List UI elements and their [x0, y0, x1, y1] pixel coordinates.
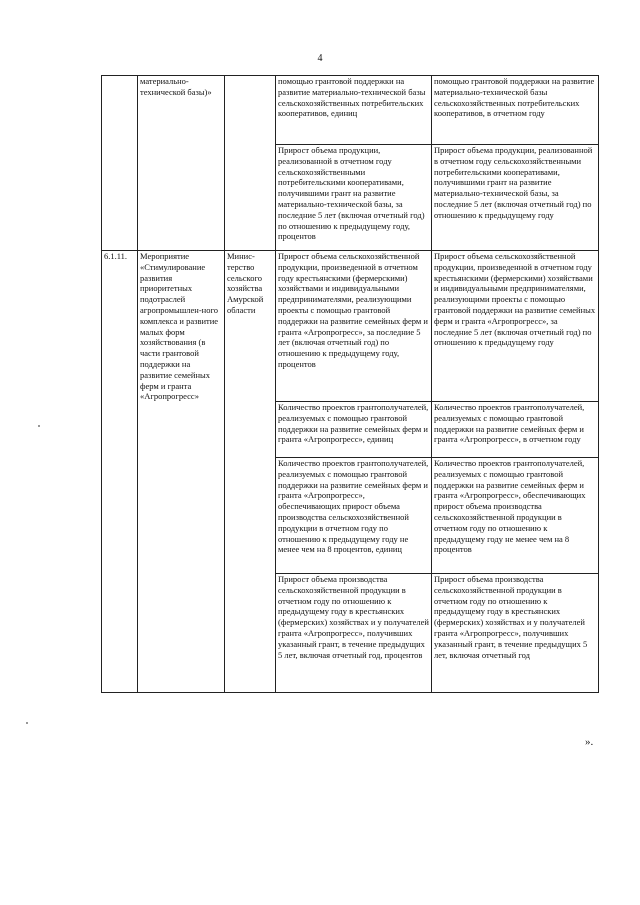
indicator-cell	[432, 251, 599, 402]
indicator-text: Количество проектов грантополучателей, реализуемых с помощью грантовой поддержки на развитие семейных ферм и гранта «Агропрогресс», в отчетном году	[434, 402, 585, 445]
indicator-text: Прирост объема сельскохозяйственной продукции, произведенной в отчетном году крестьянскими (фермерскими) хозяйствами и индивидуальными предпринимателями, реализующими проекты с помощью грантовой поддержки на развитие семейных ферм и гранта «Агропрогресс», за последние 5 лет (включая отчетный год) по отношению к предыдущему году	[434, 251, 596, 348]
indicator-cell	[432, 145, 599, 251]
indicator-text: Прирост объема продукции, реализованной в отчетном году сельскохозяйственными потребительскими кооперативами, получившими грант на развитие материально-технической базы, за последние 5 лет (включая отчетный год) по отношению к предыдущему году	[434, 145, 593, 220]
indicator-cell	[276, 574, 432, 693]
indicator-cell	[276, 458, 432, 574]
indicator-text: Количество проектов грантополучателей, реализуемых с помощью грантовой поддержки на развитие семейных ферм и гранта «Агропрогресс», единиц	[278, 402, 429, 445]
indicators-table	[101, 75, 599, 693]
measure-name: Мероприятие «Стимулирование развития приоритетных подотраслей агропромышлен-ного комплекса и развитие малых форм хозяйствования (в части грантовой поддержки на развитие семейных ферм и гранта «Агропрогресс»	[140, 251, 219, 402]
measure-name-cell	[138, 251, 225, 693]
executor-cell	[225, 76, 276, 251]
measure-name: материально-технической базы)»	[140, 76, 212, 97]
indicator-text: Прирост объема сельскохозяйственной продукции, произведенной в отчетном году крестьянскими (фермерскими) хозяйствами и индивидуальными предпринимателями, реализующими проекты с помощью грантовой поддержки на развитие семейных ферм и гранта «Агропрогресс», за последние 5 лет (включая отчетный год) по отношению к предыдущему году, процентов	[278, 251, 428, 369]
indicator-text: Прирост объема производства сельскохозяйственной продукции в отчетном году по отношению к предыдущему году в крестьянских (фермерских) хозяйствах и у получателей гранта «Агропрогресс», получивших указанный грант, в течение предыдущих 5 лет, включая отчетный год	[434, 574, 588, 660]
row-number-cell	[102, 76, 138, 251]
indicator-cell	[276, 251, 432, 402]
indicator-text: помощью грантовой поддержки на развитие материально-технической базы сельскохозяйственных потребительских кооперативов, единиц	[278, 76, 426, 119]
page-number: 4	[317, 53, 323, 64]
indicator-text: Прирост объема производства сельскохозяйственной продукции в отчетном году по отношению к предыдущему году в крестьянских (фермерских) хозяйствах и у получателей гранта «Агропрогресс», получивших указанный грант, в течение предыдущих 5 лет, включая отчетный год, процентов	[278, 574, 429, 660]
scan-speck	[38, 425, 40, 427]
row-number: 6.1.11.	[104, 251, 128, 261]
indicator-text: Количество проектов грантополучателей, реализуемых с помощью грантовой поддержки на развитие семейных ферм и гранта «Агропрогресс», обеспечивающих прирост объема производства сельскохозяйственной продукции в отчетном году по отношению к предыдущему году не менее чем на 8 процентов, единиц	[278, 458, 429, 555]
row-number-cell	[102, 251, 138, 693]
table-row	[102, 76, 599, 145]
scan-speck	[26, 722, 28, 724]
indicator-cell	[432, 402, 599, 458]
closing-quote: ».	[585, 736, 594, 748]
indicator-cell	[276, 76, 432, 145]
indicator-cell	[276, 145, 432, 251]
indicator-cell	[432, 574, 599, 693]
indicator-text: Количество проектов грантополучателей, реализуемых с помощью грантовой поддержки на развитие семейных ферм и гранта «Агропрогресс», обеспечивающих прирост объема производства сельскохозяйственной продукции в отчетном году по отношению к предыдущему году не менее чем на 8 процентов	[434, 458, 586, 555]
indicator-text: помощью грантовой поддержки на развитие материально-технической базы сельскохозяйственных потребительских кооперативов, в отчетном году	[434, 76, 595, 119]
indicator-cell	[432, 458, 599, 574]
indicator-text: Прирост объема продукции, реализованной в отчетном году сельскохозяйственными потребительскими кооперативами, получившими грант на развитие материально-технической базы, за последние 5 лет (включая отчетный год) по отношению к предыдущему году, процентов	[278, 145, 425, 242]
measure-name-cell	[138, 76, 225, 251]
table-row	[102, 251, 599, 402]
executor-cell	[225, 251, 276, 693]
indicator-cell	[276, 402, 432, 458]
executor: Минис-терство сельского хозяйства Амурской области	[227, 251, 264, 315]
indicator-cell	[432, 76, 599, 145]
